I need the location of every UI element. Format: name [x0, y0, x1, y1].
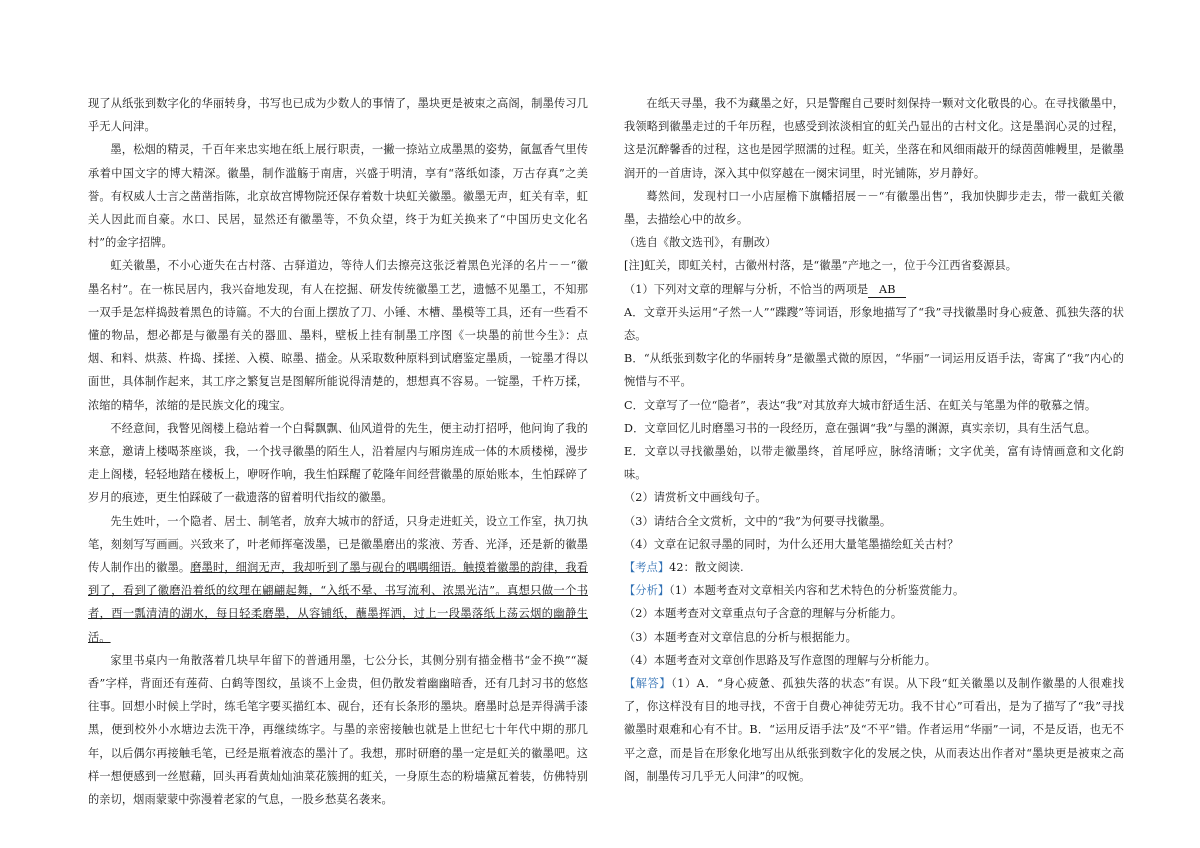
paragraph: 现了从纸张到数字化的华丽转身，书写也已成为少数人的事情了，墨块更是被束之高阁，制墨传习几乎无人问津。	[88, 97, 588, 134]
paragraph: 在纸天寻墨，我不为藏墨之好，只是警醒自己要时刻保持一颗对文化敬畏的心。在寻找徽墨中，我领略到徽墨走过的千年历程，也感受到浓淡相宜的虹关凸显出的古村文化。这是墨润心灵的过程，这是沉醉馨香的过程，这也是园学照濡的过程。虹关，坐落在和风细雨敲开的绿茵茵帷幔里，是徽墨润开的一首唐诗，深入其中似穿越在一阕宋词里，时光铺陈，岁月静好。	[624, 97, 1124, 180]
paragraph: 虹关徽墨，不小心逝失在古村落、古驿道边，等待人们去擦亮这张泛着黑色光泽的名片－－“徽墨名村”。在一栋民居内，我兴奋地发现，有人在挖掘、研发传统徽墨工艺，遗憾不见墨工，不知那一双手是怎样捣鼓着黑色的诗篇。不大的台面上摆放了刀、小锤、木槽、墨模等工具，还有一些看不懂的物品，想必都是与徽墨有关的器皿、墨料，壁板上挂有制墨工序图《一块墨的前世今生》：点烟、和料、烘蒸、杵捣、揉搓、入模、晾墨、描金。从采取数种原料到试磨鉴定墨质，一锭墨才得以面世，具体制作起来，其工序之繁复岂是图解所能说得清楚的，想想真不容易。一锭墨，千杵万揉，浓缩的精华，浓缩的是民族文化的瑰宝。	[88, 259, 588, 412]
underlined-sentence: 磨墨时，细润无声，我却听到了墨与砚台的喁喁细语。触摸着徽墨的韵律，我看到了，看到了徽磨沿着纸的纹理在翩翩起舞，“入纸不晕、书写流利、浓黑光洁”。真想只做一个书者，酉一瓢清清的湖水，每日轻柔磨墨，从容铺纸，蘸墨挥洒，过上一段墨落纸上荡云烟的幽静生活。	[88, 561, 588, 644]
question-1	[624, 278, 1124, 301]
emphasis-text: 不恰当	[789, 282, 824, 296]
fenxi-item: （4）本题考查对文章创作思路及写作意图的理解与分析能力。	[624, 653, 936, 667]
question-3: （3）请结合全文赏析，文中的“我”为何要寻找徽墨。	[624, 514, 892, 528]
paragraph-text: 先生姓叶，一个隐者、居士、制笔者，放弃大城市的舒适，只身走进虹关，设立工作室，执刀执笔，刻刻写写画画。兴致来了，叶老师挥毫泼墨，已是徽墨磨出的浆液、芳香、光泽，还是新的徽墨传人制作出的徽墨。	[88, 514, 588, 575]
footnote: [注]虹关，即虹关村，古徽州村落，是“徽墨”产地之一，位于今江西省婺源县。	[624, 259, 1018, 273]
paragraph: 蓦然间，发现村口一小店屋檐下旗幡招展－－“有徽墨出售”，我加快脚步走去，带一截虹关徽墨，去描绘心中的故乡。	[624, 189, 1124, 227]
question-4: （4）文章在记叙寻墨的同时，为什么还用大量笔墨描绘虹关古村？	[624, 537, 959, 551]
option-e: E．文章以寻找徽墨始，以带走徽墨终，首尾呼应，脉络清晰；文字优美，富有诗情画意和文化韵味。	[624, 445, 1124, 482]
paragraph: 家里书桌内一角散落着几块早年留下的普通用墨，七公分长，其侧分别有描金楷书“金不换”“凝香”字样，背面还有莲荷、白鹤等图纹，虽谈不上金贵，但仍散发着幽幽暗香，还有几封习书的悠悠往事。回想小时候上学时，练毛笔字要买描红本、砚台，还有长条形的墨块。磨墨时总是弄得满手漆黑，便到校外小水塘边去洗干净，再继续练字。与墨的亲密接触也就是上世纪七十年代中期的那几年，以后偶尔再接触毛笔，已经是瓶着液态的墨汁了。我想，那时研磨的墨一定是虹关的徽墨吧。这样一想便感到一丝慰藉，回头再看黄灿灿油菜花簇拥的虹关，一身原生态的粉墙黛瓦着装，仿佛特别的亲切，烟雨蒙蒙中弥漫着老家的气息，一股乡愁莫名袭来。	[88, 653, 588, 807]
fenxi-item: （2）本题考查对文章重点句子含意的理解与分析能力。	[624, 607, 903, 621]
question-text: 的两项是	[823, 282, 869, 296]
jieda-text: （1）A．“身心疲惫、孤独失落的状态”有误。从下段“虹关徽墨以及制作徽墨的人很难找了，你这样没有目的地寻找，不啻于自费心神徒劳无功。我不甘心”可看出，是为了描写了“我”寻找徽墨时艰难和心有不甘。B．“运用反语手法”及“不平”错。作者运用“华丽”一词，不是反语，也无不平之意，而是旨在形象化地写出从纸张到数字化的发展之快，从而表达出作者对“墨块更是被束之高阁，制墨传习几乎无人问津”的叹惋。	[624, 677, 1125, 783]
source-citation: （选自《散文选刊》，有删改）	[624, 236, 777, 250]
fenxi-tag: 【分析】	[624, 584, 670, 598]
kaodian	[624, 556, 1124, 579]
question-2: （2）请赏析文中画线句子。	[624, 491, 767, 505]
option-b: B．“从纸张到数字化的华丽转身”是徽墨式微的原因，“华丽”一词运用反语手法，寄寓了“我”内心的惋惜与不平。	[624, 352, 1124, 389]
paragraph	[88, 510, 588, 649]
left-column	[88, 92, 588, 811]
kaodian-tag: 【考点】	[624, 561, 670, 575]
option-a: A．文章开头运用“孑然一人”“蹀躞”等词语，形象地描写了“我”寻找徽墨时身心疲惫、孤独失落的状态。	[624, 305, 1124, 343]
fenxi-text: （1）本题考查对文章相关内容和艺术特色的分析鉴赏能力。	[669, 584, 965, 598]
kaodian-text: 42：散文阅读.	[669, 561, 744, 575]
fenxi	[624, 579, 1124, 602]
right-column	[624, 92, 1124, 788]
answer-blank: AB	[868, 283, 906, 298]
jieda	[624, 672, 1124, 788]
paragraph: 墨，松烟的精灵，千百年来忠实地在纸上展行职责，一撇一捺站立成墨黑的姿势，氤氲香气里传承着中国文字的博大精深。徽墨，制作滥觞于南唐，兴盛于明清，享有“落纸如漆，万古存真”之美誉。有权威人士言之凿凿指陈，北京故宫博物院还保存着数十块虹关徽墨。徽墨无声，虹关有幸，虹关人因此而自豪。水口、民居，显然还有徽墨等，不负众望，终于为虹关换来了“中国历史文化名村”的金字招牌。	[88, 143, 588, 250]
question-text: （1）下列对文章的理解与分析，	[624, 282, 790, 296]
paragraph: 不经意间，我瞥见阁楼上稳站着一个白髯飘飘、仙风道骨的先生，便主动打招呼，他问询了我的来意，邀请上楼喝茶座谈，我，一个找寻徽墨的陌生人，沿着屋内与厢房连成一体的木质楼梯，漫步走上阁楼，轻轻地踏在楼板上，咿呀作响，我生怕踩醒了乾隆年间经营徽墨的原始账本，生怕踩碎了岁月的痕迹，更生怕踩破了一截遗落的留着明代指纹的徽墨。	[88, 421, 588, 505]
jieda-tag: 【解答】	[624, 677, 672, 691]
option-c: C．文章写了一位“隐者”，表达“我”对其放弃大城市舒适生活、在虹关与笔墨为伴的敬慕之情。	[624, 398, 1097, 412]
option-d: D．文章回忆儿时磨墨习书的一段经历，意在强调“我”与墨的渊源，真实亲切，具有生活气息。	[624, 421, 1097, 435]
fenxi-item: （3）本题考查对文章信息的分析与根据能力。	[624, 630, 857, 644]
